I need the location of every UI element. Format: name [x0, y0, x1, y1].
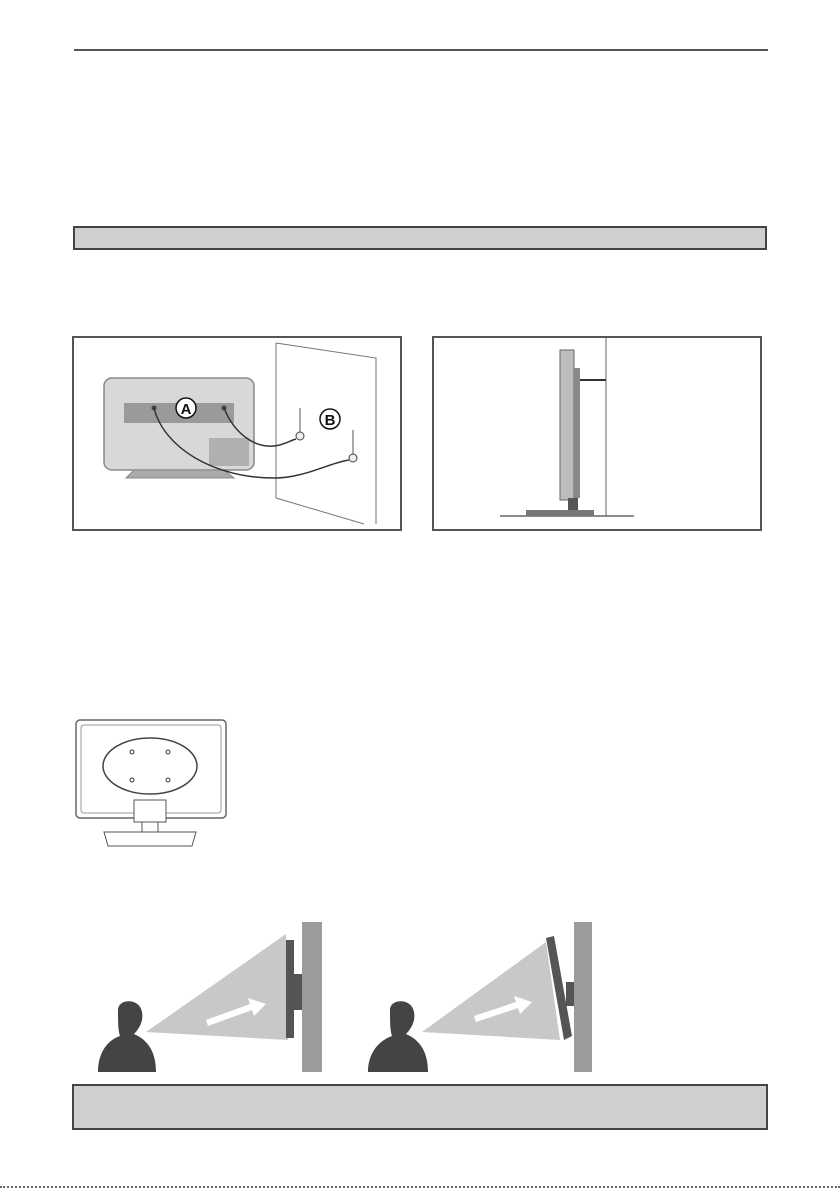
- viewing-cone: [146, 934, 288, 1040]
- wall-hook-lower: [349, 454, 357, 462]
- label-a: A: [180, 401, 192, 418]
- wall: [574, 922, 592, 1072]
- tv-stand-base: [526, 510, 594, 516]
- stand-base: [104, 832, 196, 846]
- viewing-angle-tilted-illustration: [360, 912, 600, 1072]
- viewing-cone: [422, 942, 560, 1040]
- tv-panel-side: [560, 350, 574, 500]
- tv-screen-side: [286, 940, 294, 1038]
- tv-back-terminal: [209, 438, 249, 466]
- wall-floor-edge: [276, 498, 364, 524]
- section-header-bar: [73, 226, 767, 250]
- wall-outline: [276, 343, 376, 524]
- tv-stand: [126, 470, 234, 478]
- tv-rear-fastening-illustration: [74, 338, 400, 529]
- figure-viewing-angle-tilted: [360, 912, 600, 1072]
- tv-back-side: [574, 368, 580, 498]
- tv-side-view-illustration: [434, 338, 760, 529]
- wall-bracket: [294, 974, 302, 1010]
- stand-neck: [134, 800, 166, 822]
- figure-tv-side-view: [432, 336, 762, 531]
- figure-viewing-angle-flush: [90, 912, 330, 1072]
- wall: [302, 922, 322, 1072]
- footer-bar: [72, 1084, 768, 1130]
- viewer-silhouette: [368, 1001, 428, 1072]
- tv-stand-neck: [568, 498, 578, 512]
- page-edge-dotted-rule: [0, 1186, 840, 1188]
- wall-bracket: [566, 982, 574, 1006]
- label-b: B: [324, 412, 336, 429]
- top-rule: [74, 49, 768, 51]
- figure-tv-rear-fastening: [72, 336, 402, 531]
- stand-column: [142, 822, 158, 832]
- viewing-angle-flush-illustration: [90, 912, 330, 1072]
- viewer-silhouette: [98, 1001, 156, 1072]
- figure-tv-vesa-rear: [74, 718, 234, 848]
- tv-vesa-illustration: [74, 718, 234, 848]
- wall-hook-upper: [296, 432, 304, 440]
